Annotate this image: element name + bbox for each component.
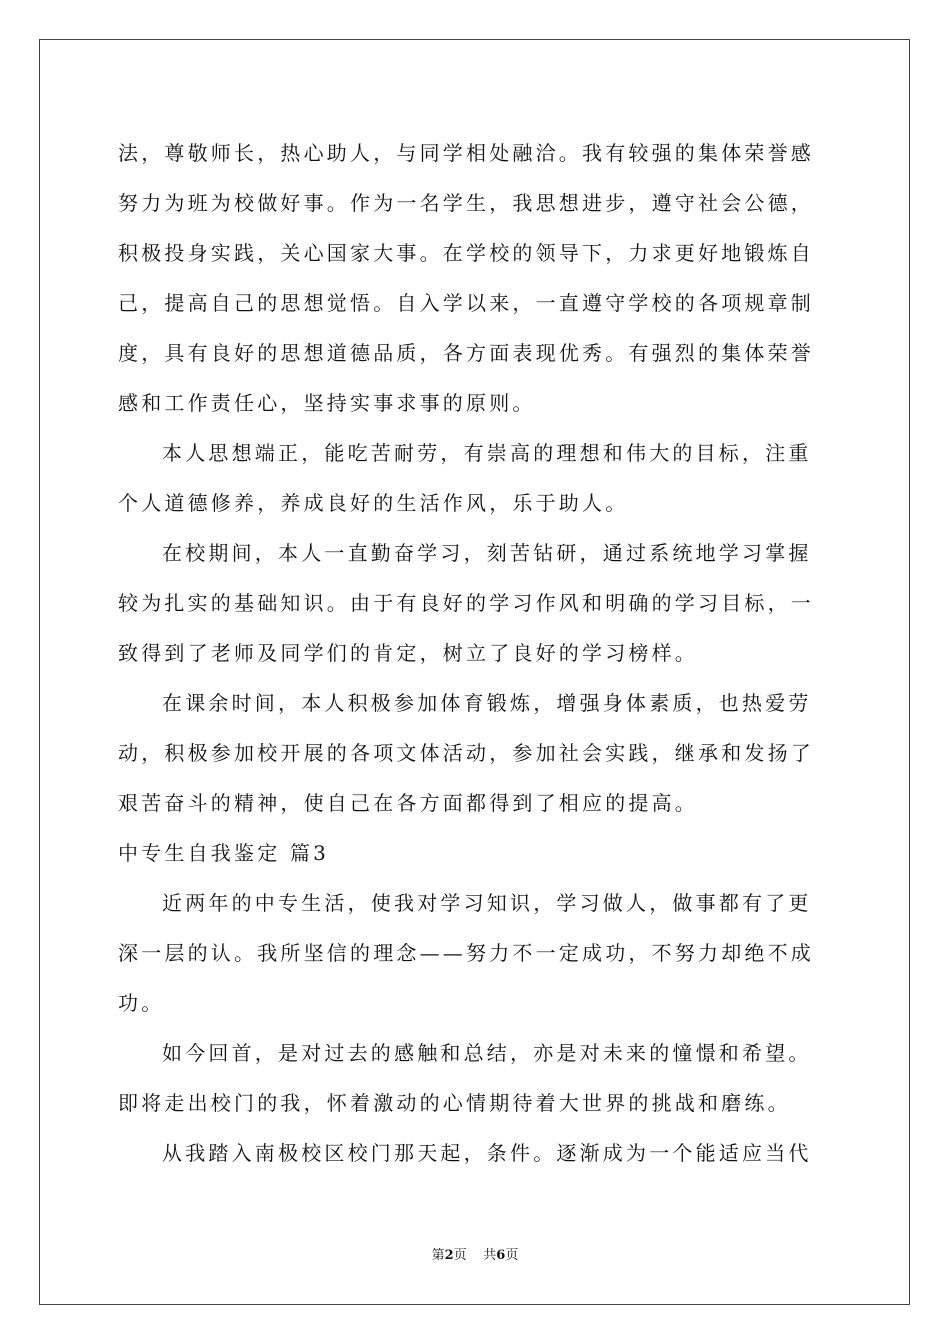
text-line: 度，具有良好的思想道德品质，各方面表现优秀。有强烈的集体荣誉 [118,341,814,365]
text-line: 动，积极参加校开展的各项文体活动，参加社会实践，继承和发扬了 [118,741,814,765]
page-number: 2 [444,1248,454,1263]
page-suffix: 页 [453,1248,467,1263]
text-line: 在课余时间，本人积极参加体育锻炼，增强身体素质，也热爱劳 [162,691,812,715]
text-line: 如今回首，是对过去的感触和总结，亦是对未来的憧憬和希望。 [162,1041,812,1065]
page-footer [0,1244,950,1263]
text-line: 己，提高自己的思想觉悟。自入学以来，一直遵守学校的各项规章制 [118,291,814,315]
document-body [118,128,830,1178]
text-line: 本人思想端正，能吃苦耐劳，有崇高的理想和伟大的目标，注重 [162,441,812,465]
page-prefix: 第 [431,1248,445,1263]
text-line: 功。 [118,991,165,1015]
text-line: 即将走出校门的我，怀着激动的心情期待着大世界的挑战和磨练。 [118,1091,791,1115]
text-line: 深一层的认。我所坚信的理念——努力不一定成功，不努力却绝不成 [118,941,814,965]
text-line: 在校期间，本人一直勤奋学习，刻苦钻研，通过系统地学习掌握 [162,541,812,565]
text-line: 努力为班为校做好事。作为一名学生，我思想进步，遵守社会公德， [118,191,814,215]
text-line: 法，尊敬师长，热心助人，与同学相处融洽。我有较强的集体荣誉感 [118,141,814,165]
text-line: 个人道德修养，养成良好的生活作风，乐于助人。 [118,491,629,515]
total-prefix: 共 [483,1248,497,1263]
text-line: 积极投身实践，关心国家大事。在学校的领导下，力求更好地锻炼自 [118,241,814,265]
text-line: 中专生自我鉴定 篇3 [118,841,330,865]
text-line: 较为扎实的基础知识。由于有良好的学习作风和明确的学习目标，一 [118,591,814,615]
total-suffix: 页 [505,1248,519,1263]
text-line: 艰苦奋斗的精神，使自己在各方面都得到了相应的提高。 [118,791,698,815]
total-pages: 6 [496,1248,506,1263]
text-line: 感和工作责任心，坚持实事求事的原则。 [118,391,536,415]
text-line: 致得到了老师及同学们的肯定，树立了良好的学习榜样。 [118,641,698,665]
text-line: 从我踏入南极校区校门那天起，条件。逐渐成为一个能适应当代 [162,1141,812,1165]
text-line: 近两年的中专生活，使我对学习知识，学习做人，做事都有了更 [162,891,812,915]
